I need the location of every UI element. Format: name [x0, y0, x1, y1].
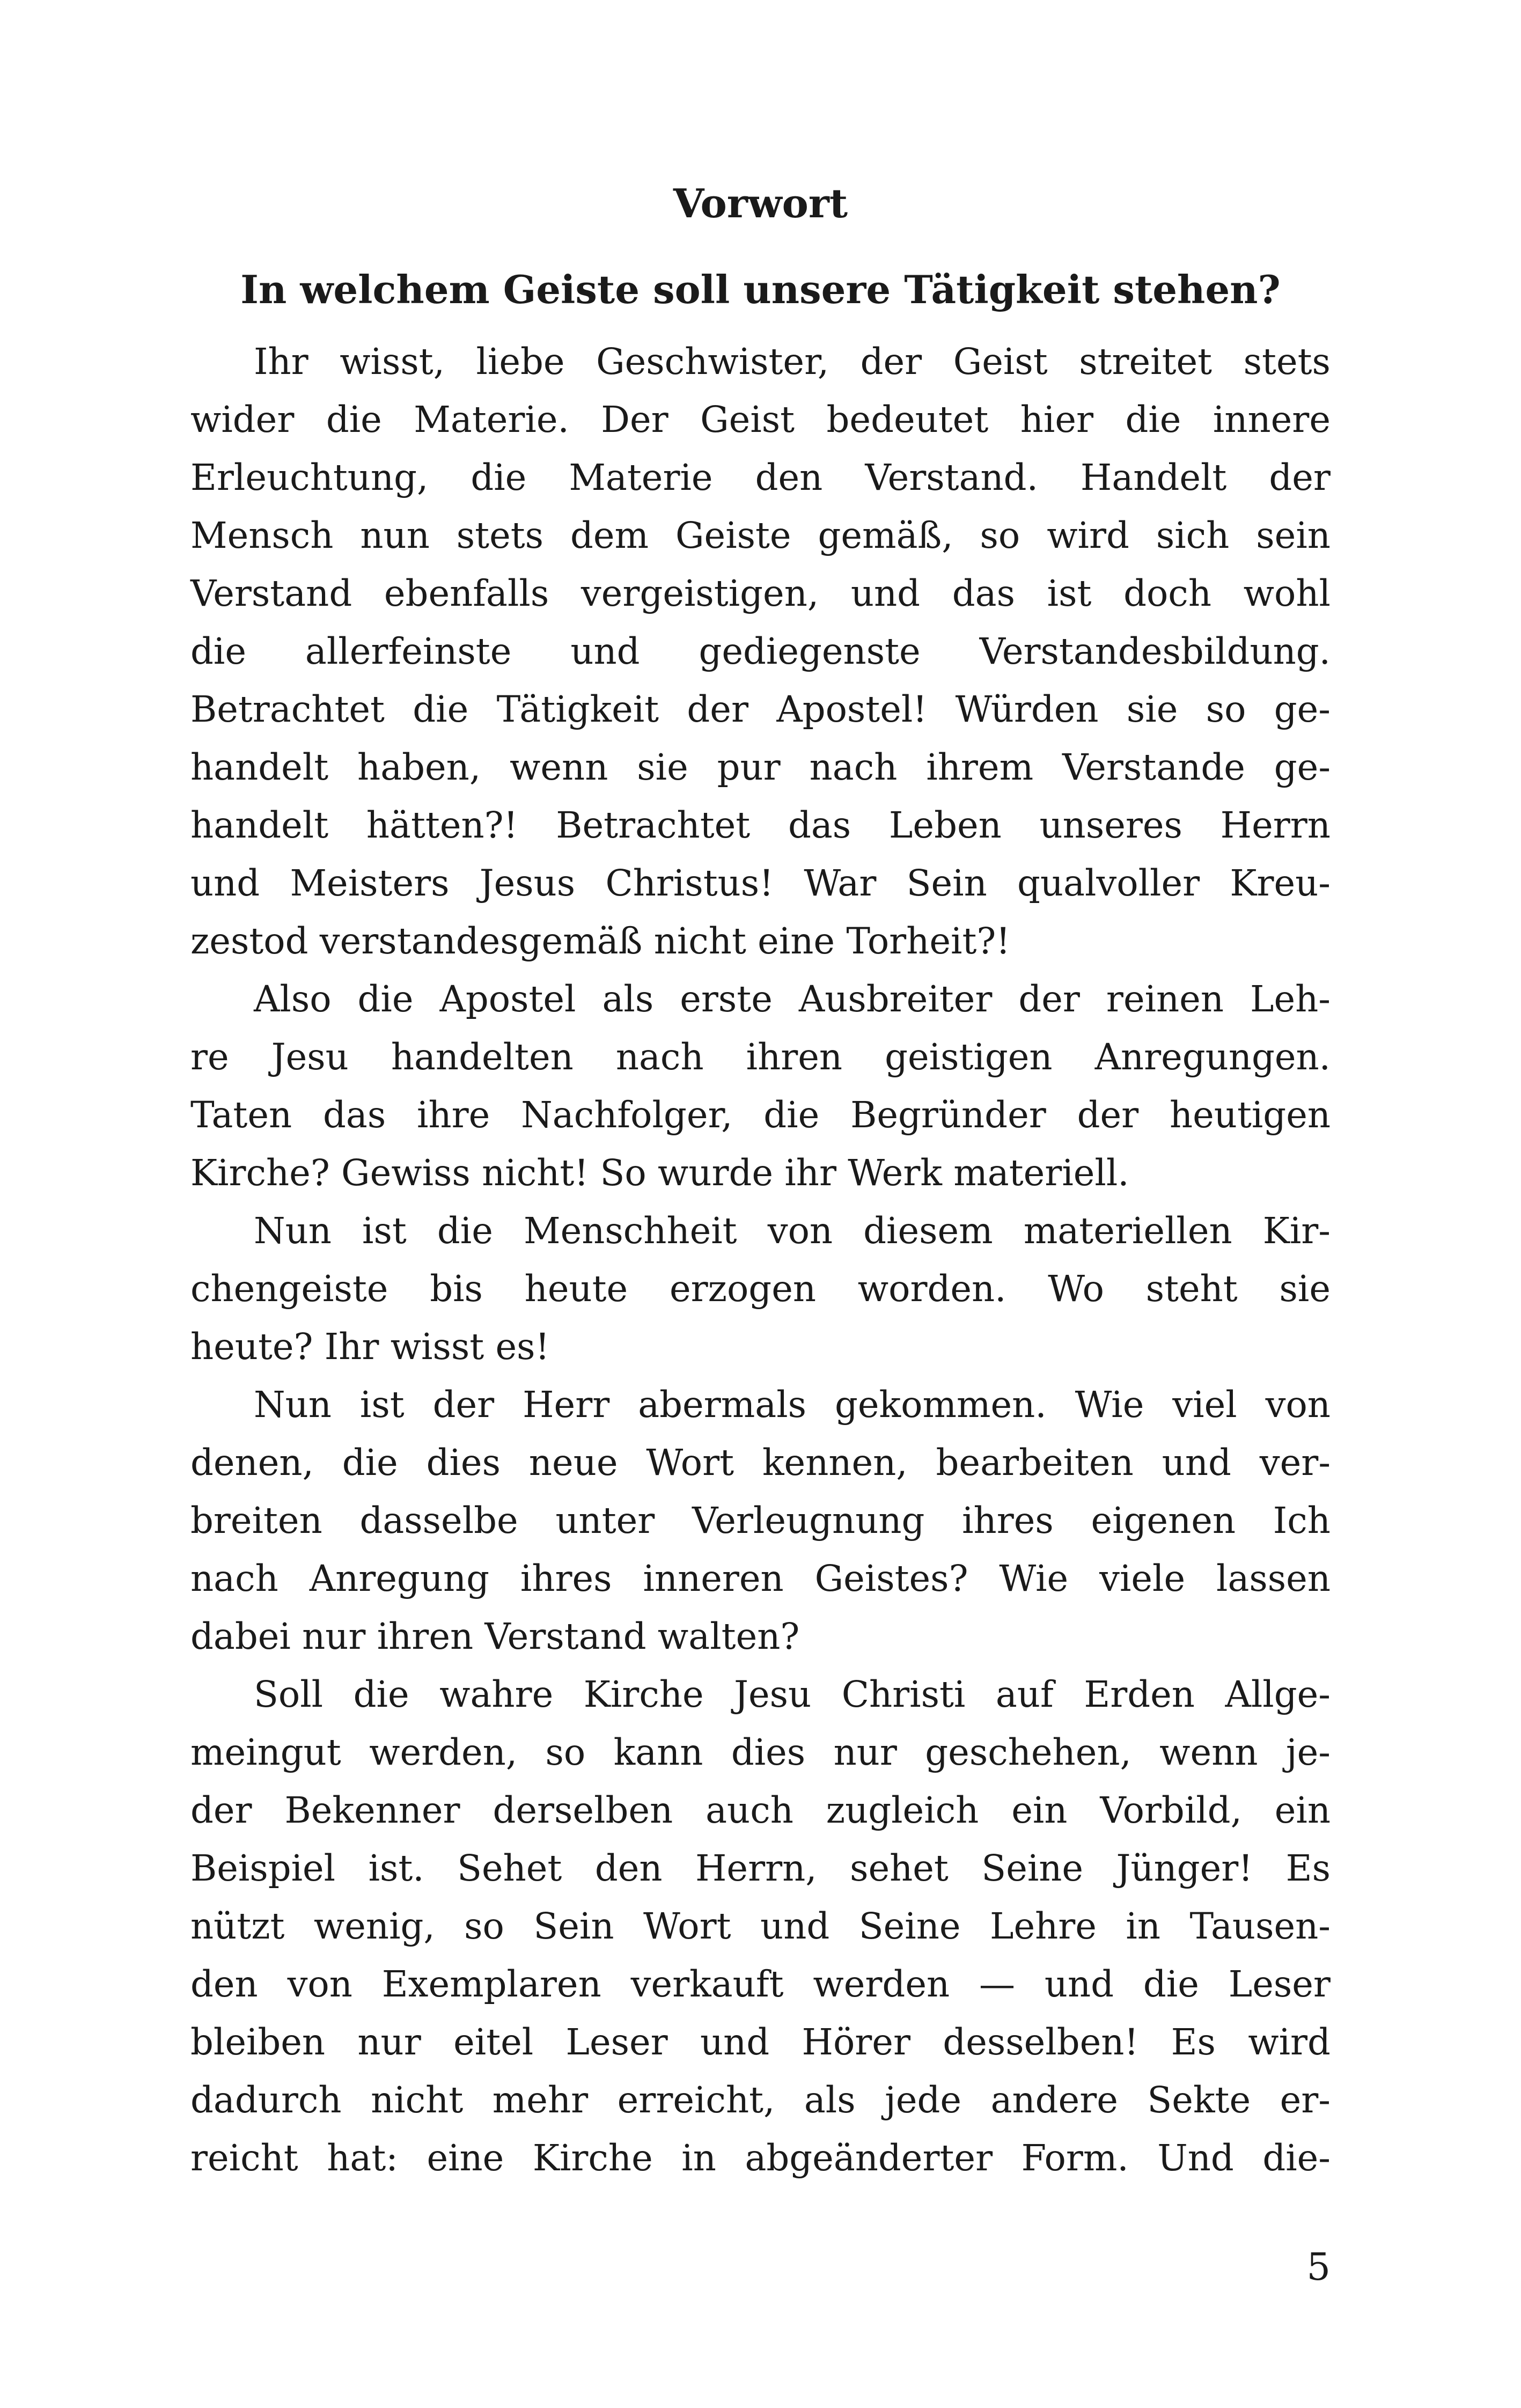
word: dem	[570, 515, 649, 556]
word: in	[1126, 1905, 1161, 1947]
word: doch	[1123, 572, 1211, 614]
text-line	[190, 1665, 1331, 1723]
text-line	[190, 1202, 1331, 1260]
word: ein	[1011, 1789, 1068, 1831]
word: Kirche	[583, 1673, 704, 1715]
word: Geschwister,	[596, 341, 829, 383]
word: Geist	[953, 341, 1048, 383]
word: heute	[524, 1268, 628, 1310]
word: stets	[1243, 341, 1331, 383]
word: Würden	[955, 688, 1099, 730]
word: je-	[1285, 1731, 1331, 1773]
word: Erden	[1084, 1673, 1195, 1715]
word: so	[545, 1731, 586, 1773]
word: nur	[357, 2021, 421, 2063]
word: liebe	[476, 341, 565, 383]
word: dasselbe	[359, 1500, 518, 1541]
word: ihrem	[926, 746, 1034, 788]
word: verkauft	[630, 1963, 784, 2005]
text-line	[190, 1607, 1331, 1665]
line-text: dabei nur ihren Verstand walten?	[190, 1616, 800, 1657]
page-content	[190, 177, 1331, 2187]
word: Geiste	[675, 515, 791, 556]
word: vergeistigen,	[581, 572, 819, 614]
word: geistigen	[885, 1036, 1053, 1078]
text-line	[190, 449, 1331, 506]
word: von	[287, 1963, 352, 2005]
word: lassen	[1216, 1558, 1331, 1599]
word: Betrachtet	[556, 804, 751, 846]
word: neue	[528, 1442, 618, 1484]
word: das	[952, 572, 1015, 614]
word: die	[471, 457, 527, 498]
word: Anregung	[309, 1558, 489, 1599]
page-number: 5	[1306, 2245, 1331, 2289]
word: und	[1044, 1963, 1114, 2005]
word: Begründer	[850, 1094, 1046, 1136]
word: auf	[995, 1673, 1054, 1715]
text-line	[190, 1723, 1331, 1781]
word: Taten	[190, 1094, 292, 1136]
word: nützt	[190, 1905, 285, 1947]
word: Verstand	[190, 572, 352, 614]
word: Und	[1157, 2137, 1234, 2179]
word: Wort	[643, 1905, 731, 1947]
word: viele	[1099, 1558, 1186, 1599]
text-line	[190, 2071, 1331, 2129]
text-line	[190, 2129, 1331, 2187]
word: stets	[456, 515, 544, 556]
word: nur	[833, 1731, 897, 1773]
word: das	[323, 1094, 386, 1136]
word: Verstande	[1062, 746, 1245, 788]
word: bearbeiten	[936, 1442, 1134, 1484]
word: re	[190, 1036, 229, 1078]
word: die	[190, 630, 246, 672]
line-text: Kirche? Gewiss nicht! So wurde ihr Werk materiell.	[190, 1152, 1129, 1194]
word: erzogen	[669, 1268, 816, 1310]
word: auch	[706, 1789, 793, 1831]
word: Wie	[999, 1558, 1069, 1599]
word: jede	[885, 2079, 962, 2121]
word: Geistes?	[814, 1558, 968, 1599]
word: zugleich	[826, 1789, 979, 1831]
word: bedeutet	[826, 399, 989, 441]
word: denen,	[190, 1442, 314, 1484]
word: eine	[427, 2137, 504, 2179]
word: von	[1265, 1384, 1331, 1426]
text-line	[190, 970, 1331, 1028]
word: so	[1206, 688, 1246, 730]
word: ihres	[520, 1558, 612, 1599]
word: so	[464, 1905, 504, 1947]
word: von	[767, 1210, 833, 1252]
text-line	[190, 333, 1331, 391]
word: ihren	[746, 1036, 843, 1078]
text-line	[190, 1492, 1331, 1550]
word: ist.	[368, 1847, 424, 1889]
word: eigenen	[1091, 1500, 1236, 1541]
text-line	[190, 796, 1331, 854]
word: wohl	[1243, 572, 1331, 614]
word: er-	[1280, 2079, 1331, 2121]
word: ist	[1047, 572, 1092, 614]
word: bleiben	[190, 2021, 326, 2063]
word: abermals	[638, 1384, 807, 1426]
word: abgeänderter	[745, 2137, 993, 2179]
text-line	[190, 1318, 1331, 1376]
word: reicht	[190, 2137, 298, 2179]
word: und	[190, 862, 260, 904]
word: Betrachtet	[190, 688, 385, 730]
word: und	[760, 1905, 830, 1947]
text-line	[190, 1897, 1331, 1955]
word: werden,	[369, 1731, 518, 1773]
word: gemäß,	[818, 515, 953, 556]
word: die	[437, 1210, 493, 1252]
word: Der	[601, 399, 668, 441]
word: Christus!	[605, 862, 774, 904]
word: Wo	[1048, 1268, 1104, 1310]
word: Herrn	[1220, 804, 1331, 846]
word: Lehre	[989, 1905, 1097, 1947]
text-line	[190, 1781, 1331, 1839]
word: unter	[555, 1500, 655, 1541]
word: bis	[430, 1268, 483, 1310]
word: das	[788, 804, 851, 846]
word: Anregungen.	[1094, 1036, 1331, 1078]
text-line	[190, 912, 1331, 970]
word: sein	[1256, 515, 1331, 556]
word: Seine	[858, 1905, 961, 1947]
text-line	[190, 854, 1331, 912]
word: Vorbild,	[1100, 1789, 1242, 1831]
word: ein	[1274, 1789, 1331, 1831]
word: reinen	[1106, 978, 1224, 1020]
word: Leh-	[1250, 978, 1331, 1020]
word: Exemplaren	[381, 1963, 601, 2005]
word: Bekenner	[284, 1789, 460, 1831]
word: Sein	[533, 1905, 614, 1947]
word: den	[594, 1847, 663, 1889]
word: —	[979, 1963, 1015, 2005]
word: Sein	[906, 862, 987, 904]
word: Ich	[1273, 1500, 1331, 1541]
word: die	[763, 1094, 820, 1136]
word: der	[432, 1384, 495, 1426]
word: Seine	[981, 1847, 1084, 1889]
word: ge-	[1274, 688, 1331, 730]
word: nach	[809, 746, 898, 788]
word: Also	[254, 978, 332, 1020]
word: die	[357, 978, 414, 1020]
word: ihres	[962, 1500, 1054, 1541]
word: Soll	[254, 1673, 324, 1715]
word: gediegenste	[699, 630, 921, 672]
word: wenn	[1159, 1731, 1258, 1773]
word: desselben!	[943, 2021, 1139, 2063]
word: sie	[637, 746, 688, 788]
word: innere	[1213, 399, 1331, 441]
word: geschehen,	[925, 1731, 1131, 1773]
word: Jünger!	[1116, 1847, 1253, 1889]
word: Sekte	[1147, 2079, 1251, 2121]
word: Ihr	[254, 341, 308, 383]
word: ge-	[1274, 746, 1331, 788]
word: wenig,	[313, 1905, 435, 1947]
word: Apostel!	[776, 688, 928, 730]
word: der	[190, 1789, 252, 1831]
word: Jesu	[734, 1673, 812, 1715]
word: in	[681, 2137, 716, 2179]
word: Christi	[841, 1673, 966, 1715]
word: inneren	[643, 1558, 784, 1599]
word: als	[602, 978, 654, 1020]
word: wisst,	[340, 341, 445, 383]
word: als	[804, 2079, 856, 2121]
word: sie	[1126, 688, 1178, 730]
word: War	[804, 862, 877, 904]
word: nicht	[371, 2079, 464, 2121]
word: materiellen	[1023, 1210, 1232, 1252]
word: chengeiste	[190, 1268, 388, 1310]
word: Wie	[1075, 1384, 1144, 1426]
word: nach	[190, 1558, 278, 1599]
text-line	[190, 391, 1331, 449]
word: Sehet	[457, 1847, 562, 1889]
word: eitel	[453, 2021, 534, 2063]
text-line	[190, 1028, 1331, 1086]
word: die	[326, 399, 382, 441]
word: Leben	[888, 804, 1002, 846]
word: Form.	[1021, 2137, 1129, 2179]
word: Beispiel	[190, 1847, 336, 1889]
word: Mensch	[190, 515, 334, 556]
word: hat:	[327, 2137, 398, 2179]
word: der	[860, 341, 922, 383]
word: Tausen-	[1189, 1905, 1331, 1947]
word: die	[1125, 399, 1181, 441]
word: die	[413, 688, 469, 730]
word: wenn	[510, 746, 608, 788]
word: heutigen	[1170, 1094, 1331, 1136]
word: Herr	[523, 1384, 610, 1426]
body-text	[190, 333, 1331, 2187]
word: handelt	[190, 746, 329, 788]
word: nun	[360, 515, 430, 556]
word: und	[700, 2021, 770, 2063]
text-line	[190, 564, 1331, 622]
word: Materie	[569, 457, 713, 498]
word: der	[1018, 978, 1080, 1020]
word: dies	[731, 1731, 806, 1773]
word: kann	[613, 1731, 703, 1773]
text-line	[190, 1955, 1331, 2013]
word: erreicht,	[617, 2079, 775, 2121]
chapter-heading: Vorwort	[673, 181, 848, 227]
word: erste	[680, 978, 773, 1020]
word: andere	[990, 2079, 1118, 2121]
word: wider	[190, 399, 295, 441]
word: Verstand.	[865, 457, 1038, 498]
word: Meisters	[290, 862, 450, 904]
word: qualvoller	[1017, 862, 1200, 904]
word: hier	[1020, 399, 1093, 441]
word: Herrn,	[695, 1847, 817, 1889]
word: Apostel	[439, 978, 576, 1020]
word: handelten	[391, 1036, 574, 1078]
word: dadurch	[190, 2079, 342, 2121]
text-line	[190, 2013, 1331, 2071]
word: Erleuchtung,	[190, 457, 429, 498]
text-line	[190, 506, 1331, 564]
word: streitet	[1079, 341, 1213, 383]
text-line	[190, 680, 1331, 738]
word: der	[1269, 457, 1331, 498]
word: breiten	[190, 1500, 322, 1541]
word: den	[755, 457, 823, 498]
word: Jesu	[271, 1036, 349, 1078]
text-line	[190, 1839, 1331, 1897]
word: allerfeinste	[305, 630, 512, 672]
word: hätten?!	[366, 804, 518, 846]
word: Ausbreiter	[798, 978, 993, 1020]
word: Jesus	[479, 862, 576, 904]
word: die	[1143, 1963, 1199, 2005]
word: die-	[1262, 2137, 1331, 2179]
word: Kir-	[1262, 1210, 1331, 1252]
text-line	[190, 1260, 1331, 1318]
word: Leser	[1228, 1963, 1331, 2005]
word: diesem	[863, 1210, 993, 1252]
text-line	[190, 1376, 1331, 1434]
word: Nun	[254, 1384, 332, 1426]
word: Verleugnung	[692, 1500, 925, 1541]
word: Kreu-	[1230, 862, 1331, 904]
word: worden.	[857, 1268, 1006, 1310]
word: dies	[426, 1442, 501, 1484]
word: ebenfalls	[384, 572, 549, 614]
word: Nun	[254, 1210, 332, 1252]
word: ver-	[1259, 1442, 1331, 1484]
word: handelt	[190, 804, 329, 846]
word: wird	[1248, 2021, 1331, 2063]
word: viel	[1172, 1384, 1237, 1426]
word: kennen,	[762, 1442, 908, 1484]
word: ist	[362, 1210, 407, 1252]
word: sich	[1156, 515, 1230, 556]
word: Kirche	[532, 2137, 653, 2179]
word: ihre	[417, 1094, 490, 1136]
word: Menschheit	[523, 1210, 737, 1252]
word: gekommen.	[834, 1384, 1047, 1426]
text-line	[190, 1434, 1331, 1492]
word: Handelt	[1080, 457, 1227, 498]
word: derselben	[493, 1789, 673, 1831]
word: Materie.	[414, 399, 569, 441]
word: und	[570, 630, 640, 672]
line-text: zestod verstandesgemäß nicht eine Torheit?!	[190, 920, 1011, 962]
text-line	[190, 622, 1331, 680]
word: und	[1162, 1442, 1231, 1484]
word: wahre	[439, 1673, 554, 1715]
word: Geist	[700, 399, 795, 441]
section-subheading: In welchem Geiste soll unsere Tätigkeit stehen?	[240, 267, 1281, 312]
word: die	[342, 1442, 398, 1484]
word: Es	[1171, 2021, 1216, 2063]
word: werden	[813, 1963, 950, 2005]
word: der	[1077, 1094, 1139, 1136]
word: Tätigkeit	[496, 688, 659, 730]
word: der	[687, 688, 748, 730]
word: den	[190, 1963, 258, 2005]
word: unseres	[1039, 804, 1182, 846]
word: haben,	[357, 746, 481, 788]
word: Es	[1285, 1847, 1331, 1889]
text-line	[190, 738, 1331, 796]
word: Nachfolger,	[521, 1094, 733, 1136]
word: und	[850, 572, 921, 614]
word: Wort	[646, 1442, 734, 1484]
text-line	[190, 1550, 1331, 1607]
line-text: heute? Ihr wisst es!	[190, 1326, 550, 1368]
word: steht	[1145, 1268, 1238, 1310]
word: mehr	[492, 2079, 589, 2121]
word: Verstandesbildung.	[979, 630, 1331, 672]
word: Leser	[565, 2021, 668, 2063]
word: wird	[1047, 515, 1129, 556]
word: die	[353, 1673, 409, 1715]
word: sie	[1279, 1268, 1331, 1310]
word: nach	[615, 1036, 704, 1078]
word: pur	[717, 746, 781, 788]
word: so	[980, 515, 1020, 556]
word: ist	[359, 1384, 405, 1426]
word: meingut	[190, 1731, 341, 1773]
word: Allge-	[1225, 1673, 1331, 1715]
word: sehet	[850, 1847, 949, 1889]
word: Hörer	[802, 2021, 910, 2063]
text-line	[190, 1144, 1331, 1202]
text-line	[190, 1086, 1331, 1144]
